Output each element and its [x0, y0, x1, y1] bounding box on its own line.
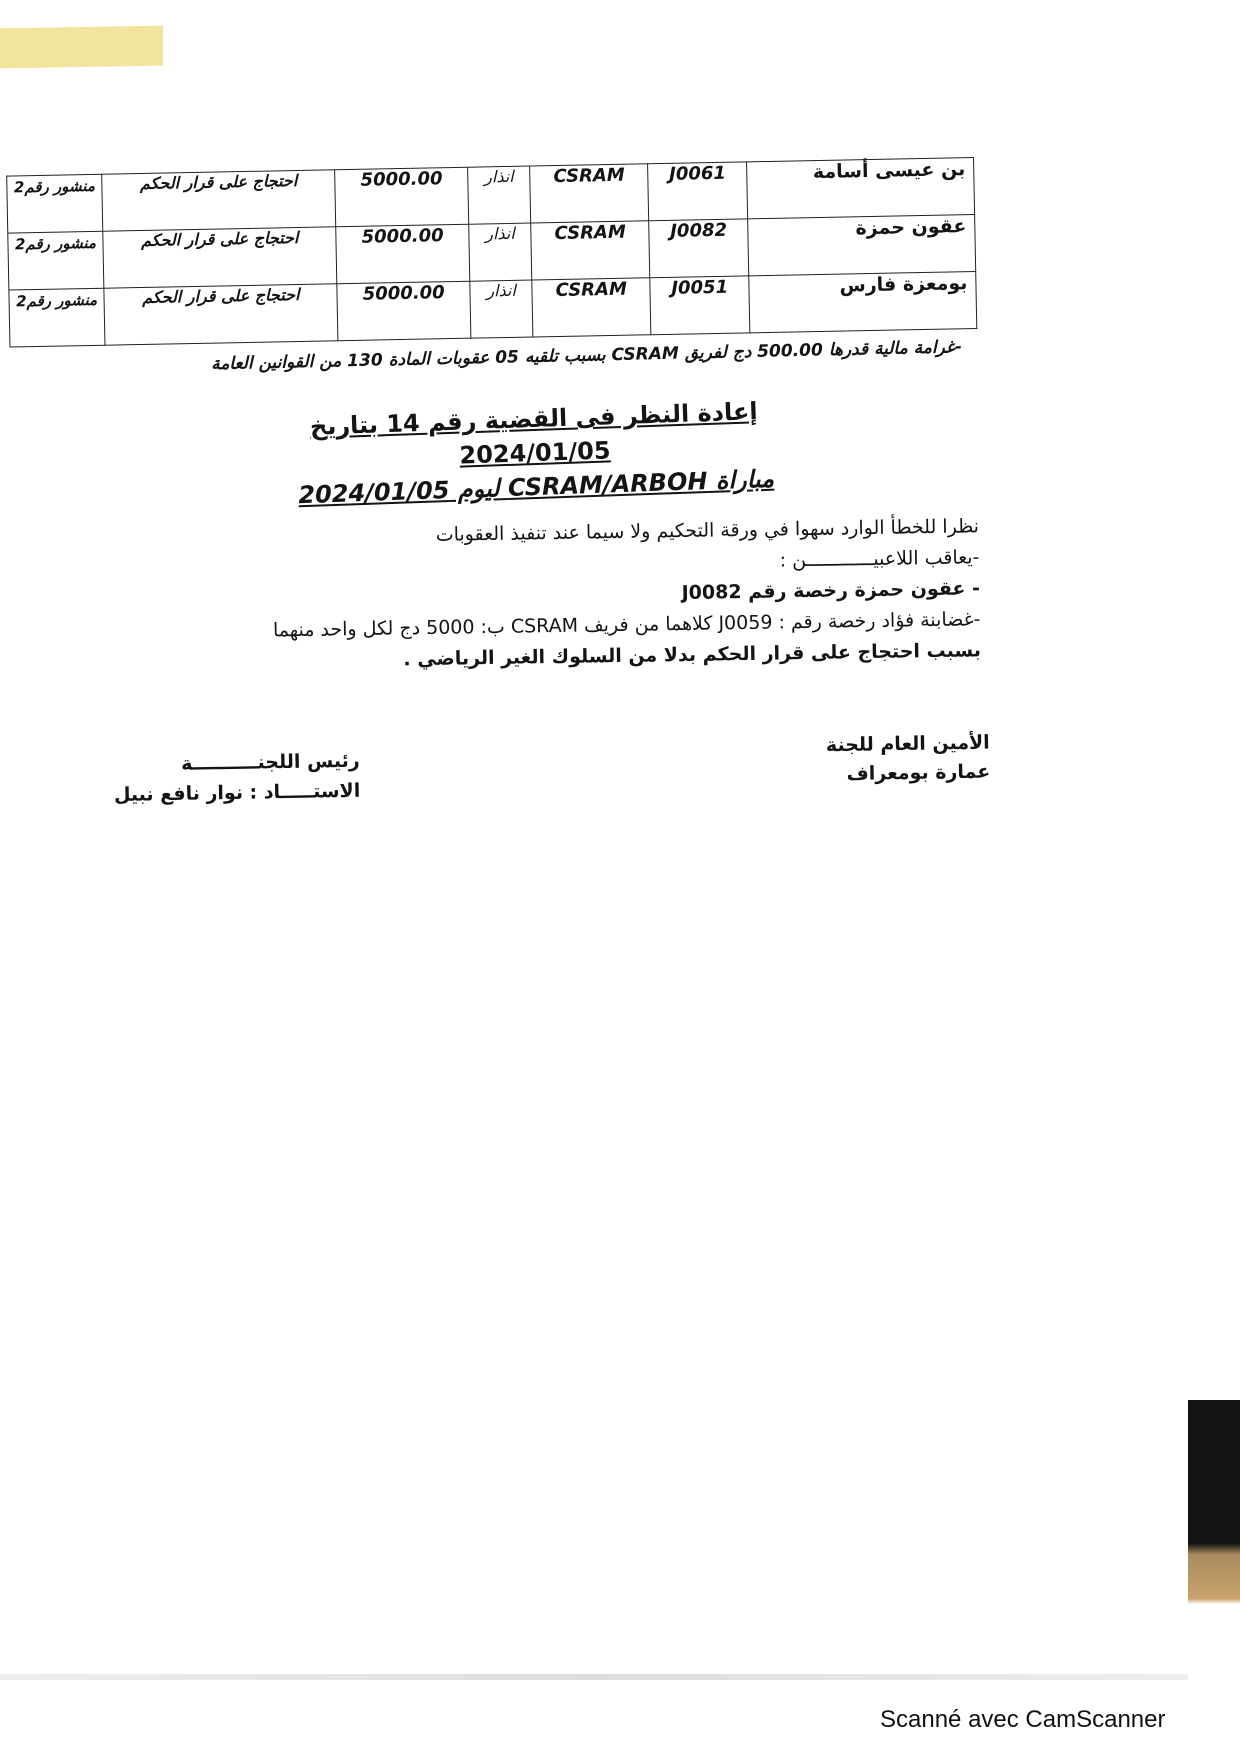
- club-cell: CSRAM: [531, 221, 650, 280]
- penalty-cell: انذار: [470, 280, 533, 338]
- club-cell: CSRAM: [532, 278, 651, 337]
- secretary-title: الأمين العام للجنة: [825, 731, 990, 757]
- body-line-5: بسبب احتجاج على قرار الحكم بدلا من السلوك الغير الرياضي .: [403, 639, 982, 671]
- body-line-3: - عقون حمزة رخصة رقم J0082: [681, 577, 981, 605]
- player-name-cell: بن عيسى أسامة: [747, 158, 975, 219]
- reason-cell: احتجاج على قرار الحكم: [103, 227, 338, 288]
- license-cell: J0061: [648, 162, 748, 221]
- amount-cell: 5000.00: [335, 167, 469, 227]
- penalties-table: [6, 157, 977, 348]
- publication-cell: منشور رقم2: [9, 288, 105, 347]
- review-heading: إعادة النظر فى القضية رقم 14 بتاريخ 2024/01/05: [309, 397, 759, 470]
- secretary-signature: [820, 729, 991, 790]
- penalty-cell: انذار: [468, 166, 531, 224]
- publication-cell: منشور رقم2: [7, 174, 103, 233]
- body-line-2: -يعاقب اللاعبيــــــــــــن :: [779, 546, 980, 572]
- secretary-name: عمارة بومعراف: [846, 760, 991, 786]
- license-cell: J0082: [649, 219, 749, 278]
- body-line-1: نظرا للخطأ الوارد سهوا في ورقة التحكيم ولا سيما عند تنفيذ العقوبات: [435, 515, 980, 546]
- amount-cell: 5000.00: [337, 281, 471, 341]
- publication-cell: منشور رقم2: [8, 231, 104, 290]
- amount-cell: 5000.00: [336, 224, 470, 284]
- license-cell: J0051: [650, 276, 750, 335]
- player-name-cell: عقون حمزة: [748, 214, 976, 275]
- club-cell: CSRAM: [530, 164, 649, 223]
- review-match: مباراة CSRAM/ARBOH ليوم 2024/01/05: [297, 464, 775, 510]
- team-fine-note: -غرامة مالية قدرها 500.00 دج لفريق CSRAM بسبب تلقيه 05 عقوبات المادة 130 من القوانين العامة: [210, 337, 963, 375]
- body-line-4: -غضابنة فؤاد رخصة رقم : J0059 كلاهما من فريف CSRAM ب: 5000 دج لكل واحد منهما: [272, 608, 981, 642]
- decision-body: [129, 511, 981, 679]
- scanner-watermark: Scanné avec CamScanner: [880, 1706, 1166, 1733]
- president-name: الاستـــــاد : نوار نافع نبيل: [113, 779, 361, 807]
- player-name-cell: بومعزة فارس: [749, 271, 977, 332]
- reason-cell: احتجاج على قرار الحكم: [102, 170, 337, 231]
- president-title: رئيس اللجنــــــــــة: [180, 749, 360, 775]
- case-review-title: [268, 393, 801, 513]
- penalty-cell: انذار: [469, 223, 532, 281]
- president-signature: [99, 746, 360, 811]
- reason-cell: احتجاج على قرار الحكم: [104, 284, 339, 345]
